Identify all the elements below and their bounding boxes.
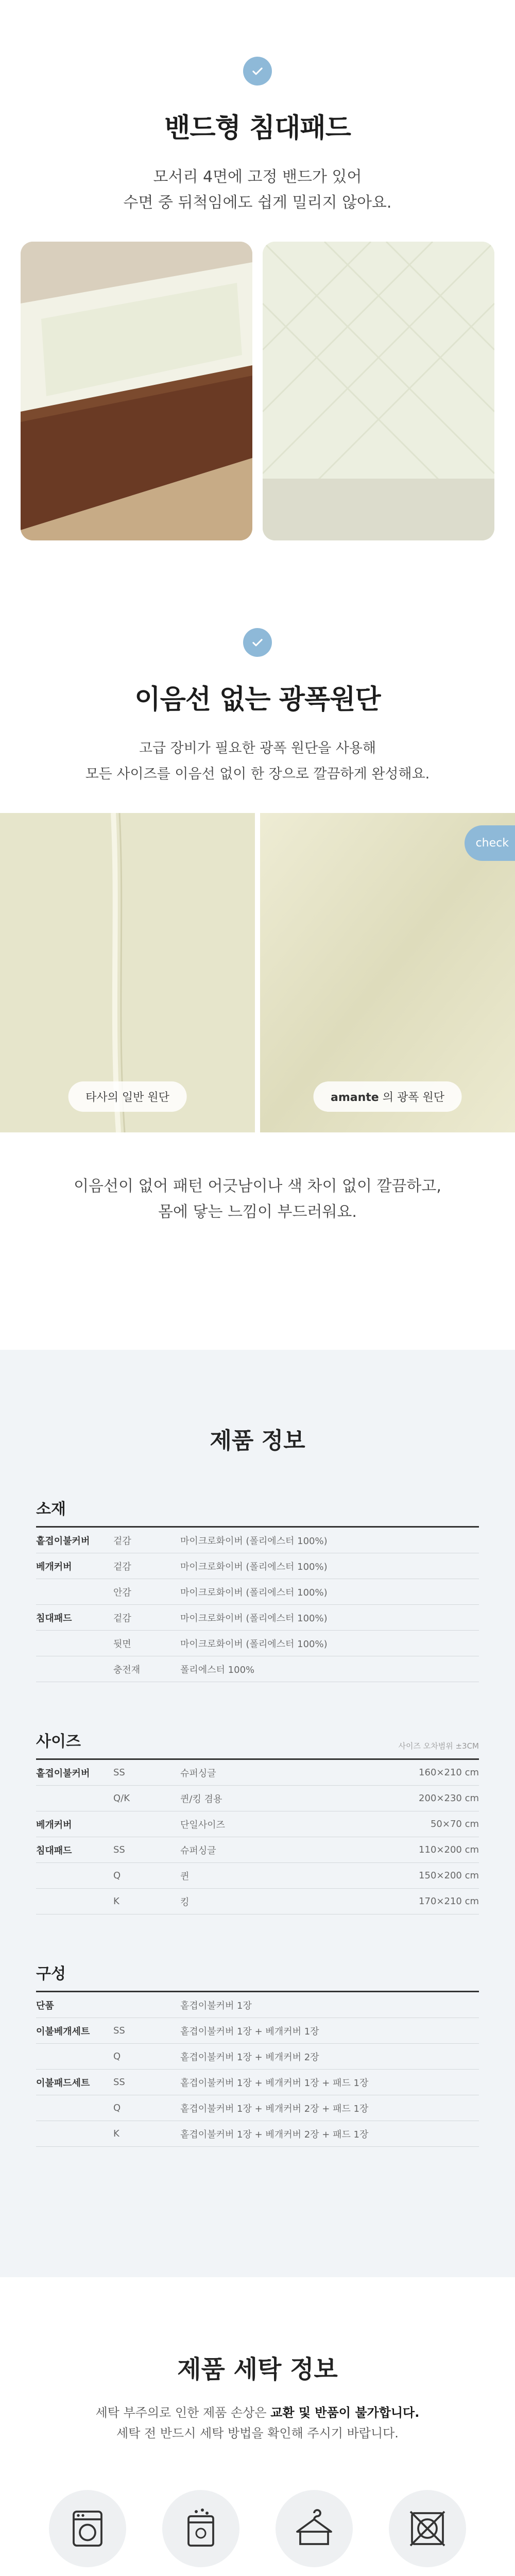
- table-cell: 홑겹이불커버: [36, 1768, 90, 1779]
- table-cell: 홑겹이불커버 1장: [180, 2000, 252, 2011]
- table-cell: Q: [113, 2103, 121, 2113]
- feature-description: 고급 장비가 필요한 광폭 원단을 사용해 모든 사이즈를 이음선 없이 한 장으로 깔끔하게 완성해요.: [85, 740, 430, 782]
- table-cell: 마이크로화이버 (폴리에스터 100%): [180, 1561, 328, 1572]
- feature-wide-fabric: [0, 540, 515, 1225]
- table-cell: 단품: [36, 2000, 54, 2011]
- table-row: [36, 1863, 479, 1889]
- check-icon: [243, 628, 272, 657]
- other-fabric-photo: [0, 813, 255, 1132]
- table-cell: 퀸/킹 겸용: [180, 1793, 222, 1805]
- table-cell: 마이크로화이버 (폴리에스터 100%): [180, 1638, 328, 1650]
- material-table: [36, 1496, 479, 1682]
- table-cell: 킹: [180, 1896, 190, 1908]
- composition-heading: 구성: [36, 1961, 479, 1992]
- size-table: [36, 1728, 479, 1914]
- table-cell: 마이크로화이버 (폴리에스터 100%): [180, 1613, 328, 1624]
- table-row: [36, 1579, 479, 1605]
- table-cell: 이불패드세트: [36, 2077, 90, 2089]
- table-row: [36, 1656, 479, 1682]
- check-icon: [243, 57, 272, 86]
- wash-icon-cell: [258, 2490, 371, 2576]
- table-cell: 홑겹이불커버 1장 + 베개커버 2장 + 패드 1장: [180, 2129, 369, 2140]
- no-dryer-icon: [389, 2490, 466, 2567]
- wash-info-section: [0, 2349, 515, 2576]
- detergent-icon: [162, 2490, 239, 2567]
- wash-icon-cell: [31, 2490, 144, 2576]
- feature-description: 모서리 4면에 고정 밴드가 있어 수면 중 뒤척임에도 쉽게 밀리지 않아요.: [123, 168, 392, 212]
- wash-icon-cell: [144, 2490, 258, 2576]
- table-cell: 160×210 cm: [419, 1767, 479, 1778]
- feature-band-pad: [0, 0, 515, 540]
- table-cell: 퀸: [180, 1871, 190, 1882]
- table-cell: 베개커버: [36, 1819, 72, 1831]
- table-cell: 뒷면: [113, 1638, 131, 1650]
- table-cell: 베개커버: [36, 1561, 72, 1572]
- table-cell: 이불베개세트: [36, 2026, 90, 2037]
- table-cell: 홑겹이불커버 1장 + 베개커버 1장 + 패드 1장: [180, 2077, 369, 2089]
- product-info-title: 제품 정보: [210, 1428, 305, 1454]
- table-cell: 침대패드: [36, 1613, 72, 1624]
- table-cell: 홑겹이불커버 1장 + 베개커버 2장: [180, 2052, 319, 2063]
- table-cell: 폴리에스터 100%: [180, 1664, 255, 1675]
- table-cell: Q: [113, 2051, 121, 2062]
- check-tag: check: [465, 825, 515, 861]
- composition-table: [36, 1961, 479, 2147]
- table-row: [36, 2070, 479, 2095]
- table-cell: 홑겹이불커버 1장 + 베개커버 2장 + 패드 1장: [180, 2103, 369, 2114]
- table-cell: 홑겹이불커버: [36, 1535, 90, 1547]
- caption-other-fabric: 타사의 일반 원단: [68, 1081, 187, 1112]
- wash-icon-cell: [371, 2490, 484, 2576]
- table-cell: K: [113, 1896, 119, 1907]
- fabric-benefit-text: 이음선이 없어 패턴 어긋남이나 색 차이 없이 깔끔하고, 몸에 닿는 느낌이 부드러워요.: [74, 1177, 441, 1221]
- table-row: [36, 2018, 479, 2044]
- table-cell: 슈퍼싱글: [180, 1768, 216, 1779]
- table-cell: K: [113, 2128, 119, 2139]
- wash-icon-grid: [31, 2490, 484, 2576]
- table-cell: 마이크로화이버 (폴리에스터 100%): [180, 1535, 328, 1547]
- hanger-shade-icon: [276, 2490, 353, 2567]
- table-cell: 겉감: [113, 1561, 131, 1572]
- table-row: [36, 1553, 479, 1579]
- table-cell: 단일사이즈: [180, 1819, 225, 1831]
- table-cell: Q/K: [113, 1793, 130, 1804]
- table-cell: 침대패드: [36, 1845, 72, 1856]
- product-info-section: [0, 1350, 515, 2277]
- table-cell: 170×210 cm: [419, 1896, 479, 1907]
- wash-info-title: 제품 세탁 정보: [177, 2355, 338, 2384]
- quilted-pad-photo: [263, 242, 494, 540]
- washing-machine-icon: [49, 2490, 126, 2567]
- table-cell: 50×70 cm: [430, 1819, 479, 1829]
- table-cell: SS: [113, 1767, 125, 1778]
- table-cell: 겉감: [113, 1535, 131, 1547]
- table-row: [36, 1605, 479, 1631]
- caption-amante-fabric: amante 의 광폭 원단: [313, 1081, 462, 1112]
- table-cell: Q: [113, 1870, 121, 1881]
- table-cell: 110×200 cm: [419, 1844, 479, 1855]
- table-cell: 안감: [113, 1587, 131, 1598]
- material-heading: 소재: [36, 1496, 479, 1528]
- size-heading: 사이즈 사이즈 오차범위 ±3CM: [36, 1728, 479, 1760]
- table-cell: 슈퍼싱글: [180, 1845, 216, 1856]
- table-cell: 200×230 cm: [419, 1793, 479, 1804]
- table-cell: 150×200 cm: [419, 1870, 479, 1881]
- table-row: [36, 1760, 479, 1786]
- feature-title: 이음선 없는 광폭원단: [134, 684, 381, 715]
- table-row: [36, 1786, 479, 1811]
- size-tolerance-note: 사이즈 오차범위 ±3CM: [398, 1741, 479, 1751]
- table-row: [36, 1837, 479, 1863]
- wash-warning: 세탁 부주의로 인한 제품 손상은 교환 및 반품이 불가합니다. 세탁 전 반드시 세탁 방법을 확인해 주시기 바랍니다.: [95, 2405, 420, 2441]
- table-row: [36, 1631, 479, 1656]
- table-cell: SS: [113, 2077, 125, 2088]
- table-row: [36, 1992, 479, 2018]
- feature-title: 밴드형 침대패드: [164, 113, 351, 144]
- table-cell: 충전재: [113, 1664, 141, 1675]
- table-row: [36, 2121, 479, 2147]
- bed-corner-photo: [21, 242, 252, 540]
- table-row: [36, 1528, 479, 1553]
- table-cell: SS: [113, 1844, 125, 1855]
- table-row: [36, 2095, 479, 2121]
- table-row: [36, 1889, 479, 1914]
- amante-fabric-photo: [260, 813, 515, 1132]
- table-row: [36, 2044, 479, 2070]
- table-cell: SS: [113, 2025, 125, 2036]
- table-cell: 마이크로화이버 (폴리에스터 100%): [180, 1587, 328, 1598]
- table-cell: 홑겹이불커버 1장 + 베개커버 1장: [180, 2026, 319, 2037]
- table-cell: 겉감: [113, 1613, 131, 1624]
- table-row: [36, 1811, 479, 1837]
